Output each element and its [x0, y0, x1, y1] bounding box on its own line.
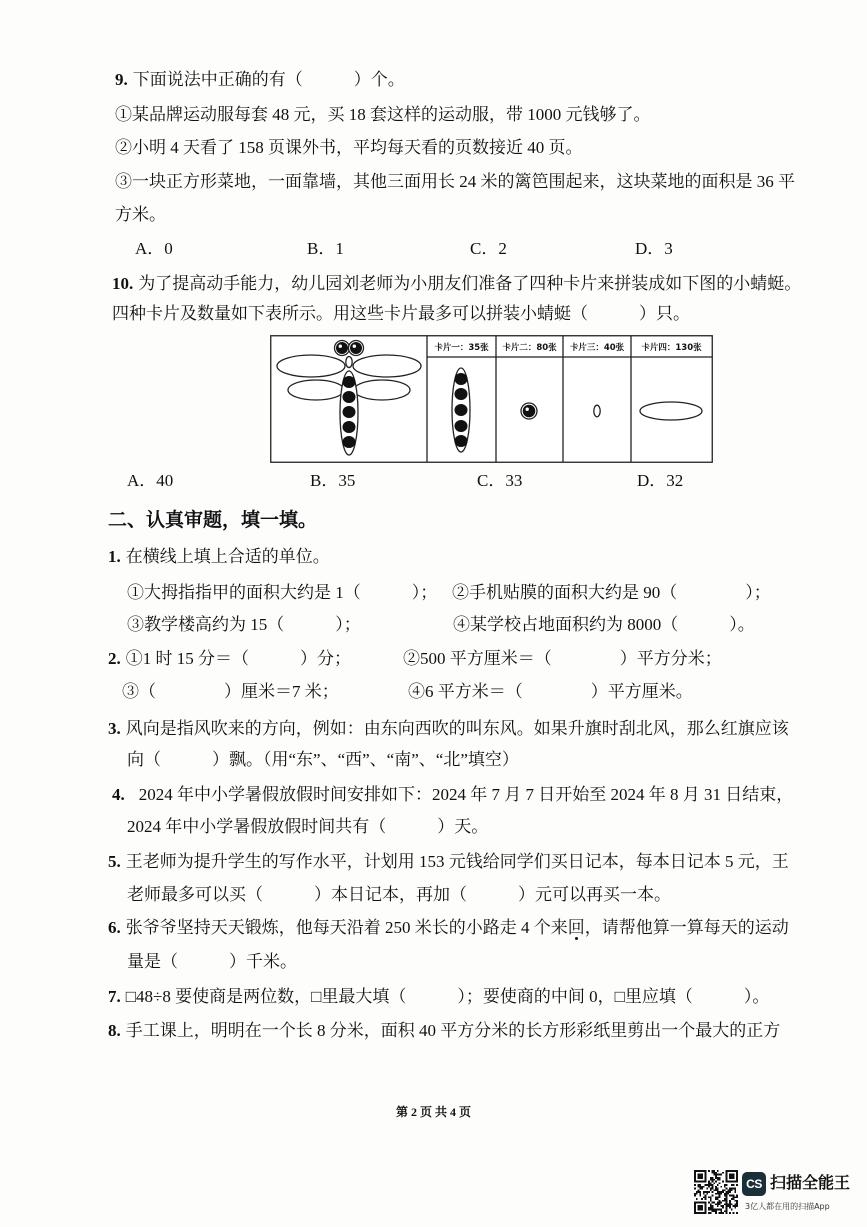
- s2-q2-item-3: ③（ ）厘米＝7 米；: [122, 682, 339, 701]
- s2-q7-text: □48÷8 要使商是两位数，□里最大填（ ）；要使商的中间 0，□里应填（ ）。: [125, 987, 770, 1006]
- s2-q4-text-1: 2024 年中小学暑假放假时间安排如下：2024 年 7 月 7 日开始至 2024 年 8 月 31 日结束，: [138, 785, 794, 804]
- q10-option-b: B．35: [310, 471, 356, 490]
- dragonfly-neck: [346, 357, 352, 368]
- q9-stem: 下面说法中正确的有（ ）个。: [132, 70, 405, 89]
- s2-q1-item-2: ②手机贴膜的面积大约是 90（ ）；: [452, 583, 771, 602]
- dragonfly-left-eye: [336, 342, 348, 354]
- dragonfly-upper-left-wing: [277, 355, 345, 377]
- dragonfly-lower-right-wing: [354, 380, 410, 400]
- s2-q8-line-1: [108, 1020, 780, 1042]
- s2-q8-text: 手工课上，明明在一个长 8 分米，面积 40 平方分米的长方形彩纸里剪出一个最大的正方: [125, 1021, 781, 1040]
- dragonfly-body-spot: [343, 436, 356, 448]
- s2-q6-text-before: 张爷爷坚持天天锻炼，他每天沿着 250 米长的小路走 4 个来: [125, 918, 568, 937]
- dragonfly-left-eye-highlight: [339, 345, 342, 348]
- card-4-wing-shape: [640, 402, 702, 420]
- s2-q7-number: 7.: [108, 987, 121, 1006]
- q10-option-a: A．40: [127, 471, 174, 490]
- q10-stem-1: 为了提高动手能力，幼儿园刘老师为小朋友们准备了四种卡片来拼装成如下图的小蜻蜓。: [138, 274, 802, 293]
- s2-q1-item-3: ③教学楼高约为 15（ ）；: [127, 615, 361, 634]
- s2-q1-item-1: ①大拇指指甲的面积大约是 1（ ）；: [127, 583, 438, 602]
- s2-q3-line-2: 向（ ）飘。（用“东”、“西”、“南”、“北”填空）: [127, 750, 519, 769]
- q10-number: 10.: [112, 274, 134, 293]
- s2-q7-line-1: [108, 986, 769, 1008]
- figure-frame: [271, 336, 713, 463]
- page-indicator: 第 2 页 共 4 页: [395, 1105, 471, 1119]
- s2-q1-number: 1.: [108, 547, 121, 566]
- q10-option-d: D．32: [637, 471, 684, 490]
- card-3-label: 卡片三：40张: [569, 343, 625, 353]
- s2-q2-number: 2.: [108, 649, 121, 668]
- q10-stem-line-2: 四种卡片及数量如下表所示。用这些卡片最多可以拼装小蜻蜓（ ）只。: [112, 304, 690, 323]
- q9-option-a: A．0: [135, 239, 173, 258]
- s2-q4-line-1: [112, 784, 793, 806]
- watermark-tagline: 3亿人都在用的扫描App: [745, 1202, 830, 1211]
- q10-stem-line-1: [112, 273, 801, 295]
- s2-q1-item-4: ④某学校占地面积约为 8000（ ）。: [453, 615, 755, 634]
- card-1-spot: [455, 435, 468, 447]
- s2-q2-item-1: ①1 时 15 分＝（ ）分；: [125, 649, 351, 668]
- card-4-label: 卡片四：130张: [641, 343, 702, 353]
- card-1-spot: [455, 420, 468, 432]
- s2-q8-number: 8.: [108, 1021, 121, 1040]
- qr-code-icon: [694, 1170, 738, 1214]
- q9-stem-line: [115, 69, 405, 91]
- card-2-label: 卡片二：80张: [502, 343, 557, 353]
- q9-option-d: D．3: [635, 239, 673, 258]
- s2-q3-number: 3.: [108, 719, 121, 738]
- q10-option-c: C．33: [477, 471, 523, 490]
- card-2-eye-highlight: [526, 408, 529, 411]
- dragonfly-upper-right-wing: [353, 355, 421, 377]
- camscanner-logo: CS: [742, 1172, 766, 1196]
- q9-option-b: B．1: [307, 239, 344, 258]
- s2-q1-stem: 在横线上填上合适的单位。: [125, 547, 330, 566]
- dragonfly-body-spot: [343, 376, 356, 388]
- card-2-eye-shape: [523, 405, 536, 418]
- s2-q3-text-1: 风向是指风吹来的方向，例如：由东向西吹的叫东风。如果升旗时刮北风，那么红旗应该: [125, 719, 789, 738]
- card-1-spot: [455, 388, 468, 400]
- q9-statement-1: ①某品牌运动服每套 48 元，买 18 套这样的运动服，带 1000 元钱够了。: [115, 105, 651, 124]
- s2-q3-line-1: [108, 718, 789, 740]
- section-2-heading: 二、认真审题，填一填。: [108, 510, 318, 531]
- q9-number: 9.: [115, 70, 128, 89]
- s2-q6-emphasized-char: 回: [567, 918, 585, 937]
- s2-q5-line-2: 老师最多可以买（ ）本日记本，再加（ ）元可以再买一本。: [127, 885, 671, 904]
- s2-q1-stem-line: [108, 546, 330, 568]
- s2-q5-number: 5.: [108, 852, 121, 871]
- s2-q4-number: 4.: [112, 785, 125, 804]
- watermark-app-name: 扫描全能王: [770, 1173, 851, 1192]
- dragonfly-right-eye-highlight: [353, 345, 356, 348]
- card-1-spot: [455, 373, 468, 385]
- dragonfly-right-eye: [350, 342, 362, 354]
- card-1-label: 卡片一：35张: [434, 343, 489, 353]
- s2-q2-line-1: [108, 648, 351, 670]
- card-3-neck-shape: [594, 405, 600, 417]
- dragonfly-body-spot: [343, 406, 356, 418]
- s2-q6-text-after: ，请帮他算一算每天的运动: [584, 918, 789, 937]
- s2-q5-text-1: 王老师为提升学生的写作水平，计划用 153 元钱给同学们买日记本，每本日记本 5 元，王: [125, 852, 789, 871]
- q9-statement-2: ②小明 4 天看了 158 页课外书，平均每天看的页数接近 40 页。: [115, 138, 583, 157]
- dragonfly-card-figure: [270, 335, 713, 463]
- card-1-spot: [455, 404, 468, 416]
- s2-q2-item-4: ④6 平方米＝（ ）平方厘米。: [408, 682, 693, 701]
- dragonfly-body-spot: [343, 391, 356, 403]
- s2-q6-number: 6.: [108, 918, 121, 937]
- s2-q6-line-1: [108, 917, 789, 939]
- dragonfly-body-spot: [343, 421, 356, 433]
- s2-q5-line-1: [108, 851, 789, 873]
- s2-q4-line-2: 2024 年中小学暑假放假时间共有（ ）天。: [127, 817, 489, 836]
- s2-q2-item-2: ②500 平方厘米＝（ ）平方分米；: [403, 649, 722, 668]
- q9-option-c: C．2: [470, 239, 507, 258]
- s2-q6-line-2: 量是（ ）千米。: [127, 952, 297, 971]
- q9-statement-3-continuation: 方米。: [115, 205, 166, 224]
- q9-statement-3: ③一块正方形菜地，一面靠墙，其他三面用长 24 米的篱笆围起来，这块菜地的面积是 36 平: [115, 172, 795, 191]
- dragonfly-lower-left-wing: [288, 380, 344, 400]
